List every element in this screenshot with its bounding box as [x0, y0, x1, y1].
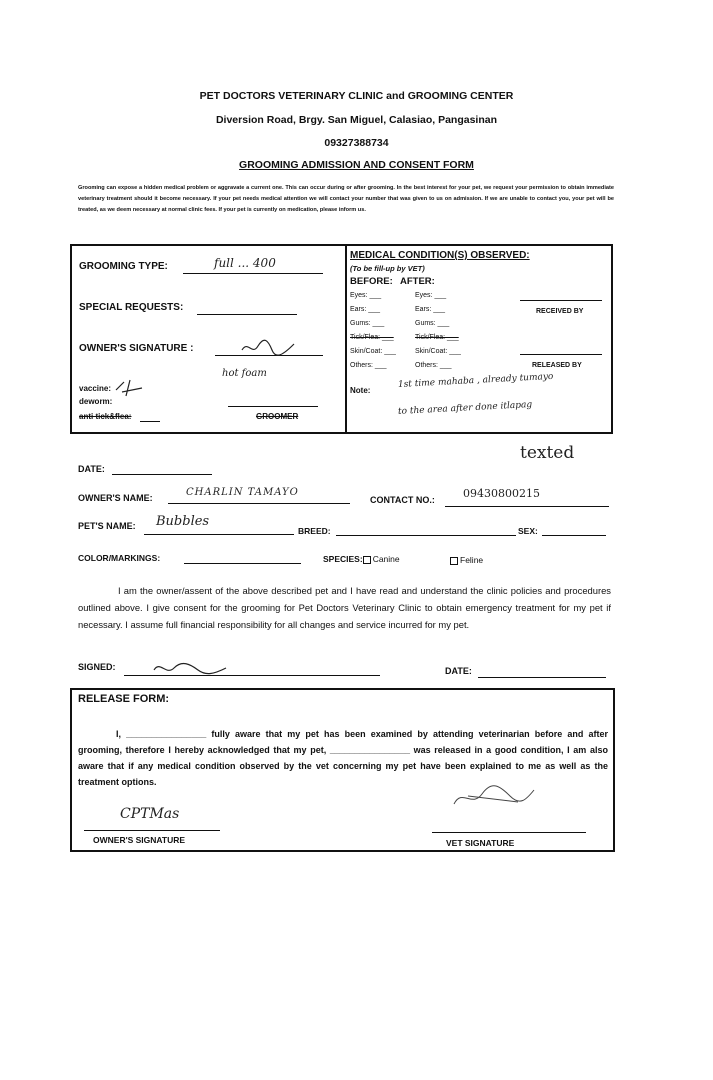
anti-tick-label: anti tick&flea:: [79, 412, 132, 421]
owner-name-line: [168, 503, 350, 504]
released-by-line: [520, 354, 602, 355]
medical-subtitle: (To be fill-up by VET): [350, 264, 425, 273]
groomer-line: [228, 406, 318, 407]
contact-label: CONTACT NO.:: [370, 495, 435, 505]
released-by-label: RELEASED BY: [532, 362, 582, 369]
form-title: GROOMING ADMISSION AND CONSENT FORM: [239, 159, 474, 171]
clinic-name: PET DOCTORS VETERINARY CLINIC and GROOMING CENTER: [199, 90, 514, 102]
clinic-phone: 09327388734: [324, 137, 389, 149]
color-markings-line: [184, 563, 301, 564]
signed-date-line: [478, 677, 606, 678]
clinic-address: Diversion Road, Brgy. San Miguel, Calasiao, Pangasinan: [215, 114, 498, 126]
before-gums: Gums: ___: [350, 320, 385, 327]
anti-tick-line: [140, 421, 160, 422]
medical-title: MEDICAL CONDITION(S) OBSERVED:: [350, 250, 530, 261]
signed-signature-scribble: [150, 658, 230, 678]
note-label: Note:: [350, 386, 371, 395]
owner-signature-release-line: [84, 830, 220, 831]
breed-label: BREED:: [298, 526, 331, 536]
feline-label: Feline: [460, 555, 484, 565]
owner-signature-scribble: [238, 336, 298, 358]
before-eyes: Eyes: ___: [350, 292, 382, 299]
feline-checkbox[interactable]: [450, 557, 458, 565]
contact-value: 09430800215: [463, 487, 540, 500]
release-paragraph: I, ________________ fully aware that my pet has been examined by attending veterinarian before and after grooming, therefore I hereby acknowledged that my pet, ________________ was released in a good condition, I am also aware that if any medical condition observed by the vet concerning my pet have been explained to me as well as the treatment options.: [78, 729, 608, 787]
sex-line: [542, 535, 606, 536]
pet-name-value: Bubbles: [156, 514, 210, 529]
feline-field: [450, 555, 483, 565]
after-tick-flea: Tick/Flea: ___: [415, 334, 459, 341]
owner-name-label: OWNER'S NAME:: [78, 493, 153, 503]
deworm-label: deworm:: [79, 397, 113, 406]
contact-line: [445, 506, 609, 507]
canine-checkbox[interactable]: [363, 556, 371, 564]
before-ears: Ears: ___: [350, 306, 380, 313]
received-by-label: RECEIVED BY: [536, 308, 584, 315]
owner-name-value: CHARLIN TAMAYO: [186, 487, 299, 498]
grooming-type-line: [183, 273, 323, 274]
pet-name-line: [144, 534, 294, 535]
release-owner-signature: CPTMas: [120, 806, 180, 822]
after-ears: Ears: ___: [415, 306, 445, 313]
signed-date-label: DATE:: [445, 666, 472, 676]
handwritten-tested: texted: [520, 443, 575, 463]
after-skin-coat: Skin/Coat: ___: [415, 348, 461, 355]
after-label: AFTER:: [400, 276, 435, 287]
grooming-type-label: GROOMING TYPE:: [79, 261, 168, 272]
before-label: BEFORE:: [350, 276, 393, 287]
handwritten-note: hot foam: [222, 368, 267, 379]
color-markings-label: COLOR/MARKINGS:: [78, 553, 161, 563]
pet-name-label: PET'S NAME:: [78, 521, 136, 531]
after-gums: Gums: ___: [415, 320, 450, 327]
intro-paragraph: Grooming can expose a hidden medical problem or aggravate a current one. This can occur during or after grooming. In the best interest for your pet, we request your permission to obtain immediate veterinary treatment should it become necessary. If your pet needs medical attention we will contact your number that was given to us on admission. If we are unable to contact you, your pet will be treated, as we deem necessary at normal clinic fees. If your pet is currently on medication, please inform us.: [78, 185, 614, 213]
release-owner-signature-label: OWNER'S SIGNATURE: [93, 835, 186, 845]
special-requests-label: SPECIAL REQUESTS:: [79, 302, 184, 313]
before-others: Others: ___: [350, 362, 387, 369]
species-label: SPECIES:: [323, 554, 363, 564]
signed-label: SIGNED:: [78, 662, 116, 672]
received-by-line: [520, 300, 602, 301]
before-tick-flea: Tick/Flea: ___: [350, 334, 394, 341]
species-field: [323, 554, 400, 564]
after-eyes: Eyes: ___: [415, 292, 447, 299]
breed-line: [336, 535, 516, 536]
vet-signature-line: [432, 832, 586, 833]
consent-paragraph: I am the owner/assent of the above described pet and I have read and understand the clinic policies and procedures outlined above. I give consent for the grooming for Pet Doctors Veterinary Clinic to obtain emergency treatment for my pet if necessary. I assume full financial responsibility for all changes and service incurred for my pet.: [78, 585, 611, 630]
owner-signature-label: OWNER'S SIGNATURE :: [79, 343, 194, 354]
date-line: [112, 474, 212, 475]
vet-signature-scribble: [448, 782, 538, 812]
groomer-label: GROOMER: [256, 412, 299, 421]
note-line-2: to the area after done itlapag: [397, 399, 533, 417]
sex-label: SEX:: [518, 526, 538, 536]
canine-label: Canine: [372, 554, 400, 564]
vaccine-label: vaccine:: [79, 384, 112, 393]
date-label: DATE:: [78, 464, 105, 474]
special-requests-line: [197, 314, 297, 315]
release-title: RELEASE FORM:: [78, 693, 170, 705]
before-skin-coat: Skin/Coat: ___: [350, 348, 396, 355]
after-others: Others: ___: [415, 362, 452, 369]
vaccine-check-mark: [112, 378, 148, 398]
grooming-type-value: full ... 400: [214, 256, 276, 270]
note-line-1: 1st time mahaba , already tumayo: [397, 371, 554, 390]
vet-signature-label: VET SIGNATURE: [446, 838, 515, 848]
